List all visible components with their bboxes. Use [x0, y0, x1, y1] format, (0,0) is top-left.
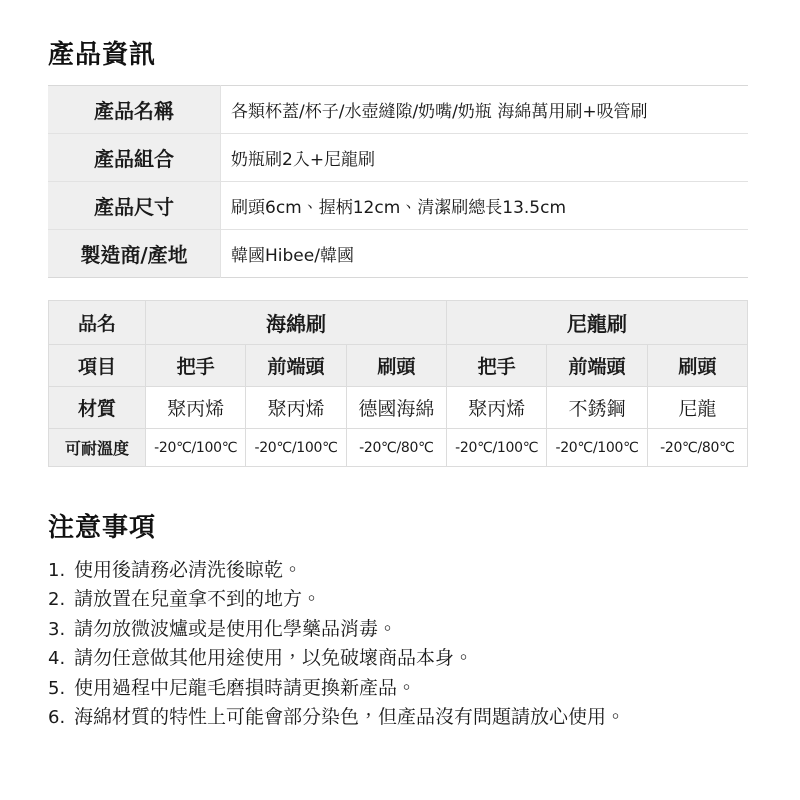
- table-row-item: [49, 345, 748, 387]
- table-row-product-name: [49, 301, 748, 345]
- list-item: [48, 556, 756, 585]
- spec-col-nylon-head: 刷頭: [647, 345, 747, 387]
- list-item: [48, 615, 756, 644]
- page-title: 產品資訊: [48, 40, 157, 70]
- spec-rowhead-material: 材質: [49, 387, 146, 429]
- list-item: [48, 674, 756, 703]
- spec-rowhead-temperature: 可耐溫度: [49, 429, 146, 467]
- list-item-text: 海綿材質的特性上可能會部分染色，但產品沒有問題請放心使用。: [74, 706, 626, 729]
- spec-col-nylon-handle: 把手: [446, 345, 546, 387]
- spec-group-nylon: 尼龍刷: [446, 301, 747, 345]
- info-label-product-size: 產品尺寸: [48, 182, 221, 230]
- product-info-table: [48, 85, 748, 278]
- info-value-product-set: 奶瓶刷2入+尼龍刷: [221, 134, 749, 182]
- spec-material-4: 不銹鋼: [547, 387, 647, 429]
- table-row: [48, 86, 748, 134]
- info-value-product-name: 各類杯蓋/杯子/水壺縫隙/奶嘴/奶瓶 海綿萬用刷+吸管刷: [221, 86, 749, 134]
- list-item-text: 使用過程中尼龍毛磨損時請更換新產品。: [74, 676, 417, 699]
- info-label-product-set: 產品組合: [48, 134, 221, 182]
- info-label-product-name: 產品名稱: [48, 86, 221, 134]
- spec-material-3: 聚丙烯: [446, 387, 546, 429]
- notes-title: 注意事項: [48, 513, 157, 543]
- spec-group-sponge: 海綿刷: [146, 301, 447, 345]
- list-item-number: 5.: [48, 677, 66, 699]
- spec-table-wrapper: [48, 300, 756, 467]
- list-item-text: 請放置在兒童拿不到的地方。: [74, 588, 322, 611]
- list-item-text: 使用後請務必清洗後晾乾。: [74, 559, 303, 581]
- spec-material-1: 聚丙烯: [246, 387, 346, 429]
- spec-material-5: 尼龍: [647, 387, 747, 429]
- spec-col-nylon-tip: 前端頭: [547, 345, 647, 387]
- info-label-manufacturer-origin: 製造商/產地: [48, 230, 221, 278]
- list-item-number: 2.: [48, 589, 66, 611]
- spec-temperature-3: -20℃/100℃: [446, 429, 546, 467]
- list-item-number: 4.: [48, 648, 66, 670]
- spec-col-sponge-head: 刷頭: [346, 345, 446, 387]
- table-row-material: [49, 387, 748, 429]
- table-row-temperature: [49, 429, 748, 467]
- table-row: [48, 230, 748, 278]
- spec-rowhead-item: 項目: [49, 345, 146, 387]
- list-item: [48, 644, 756, 673]
- table-row: [48, 182, 748, 230]
- spec-col-sponge-tip: 前端頭: [246, 345, 346, 387]
- list-item: [48, 703, 756, 732]
- spec-temperature-2: -20℃/80℃: [346, 429, 446, 467]
- list-item-number: 3.: [48, 618, 66, 640]
- info-value-product-size: 刷頭6cm、握柄12cm、清潔刷總長13.5cm: [221, 182, 749, 230]
- spec-temperature-0: -20℃/100℃: [146, 429, 246, 467]
- spec-rowhead-name: 品名: [49, 301, 146, 345]
- list-item-text: 請勿任意做其他用途使用，以免破壞商品本身。: [74, 647, 474, 670]
- spec-material-2: 德國海綿: [346, 387, 446, 429]
- spec-temperature-5: -20℃/80℃: [647, 429, 747, 467]
- spec-temperature-1: -20℃/100℃: [246, 429, 346, 467]
- list-item-text: 請勿放微波爐或是使用化學藥品消毒。: [74, 617, 398, 640]
- list-item-number: 1.: [48, 560, 66, 581]
- spec-temperature-4: -20℃/100℃: [547, 429, 647, 467]
- specification-table: [48, 300, 748, 467]
- list-item: [48, 585, 756, 614]
- list-item-number: 6.: [48, 707, 66, 729]
- spec-col-sponge-handle: 把手: [146, 345, 246, 387]
- notes-list: [44, 556, 756, 733]
- table-row: [48, 134, 748, 182]
- info-value-manufacturer-origin: 韓國Hibee/韓國: [221, 230, 749, 278]
- spec-material-0: 聚丙烯: [146, 387, 246, 429]
